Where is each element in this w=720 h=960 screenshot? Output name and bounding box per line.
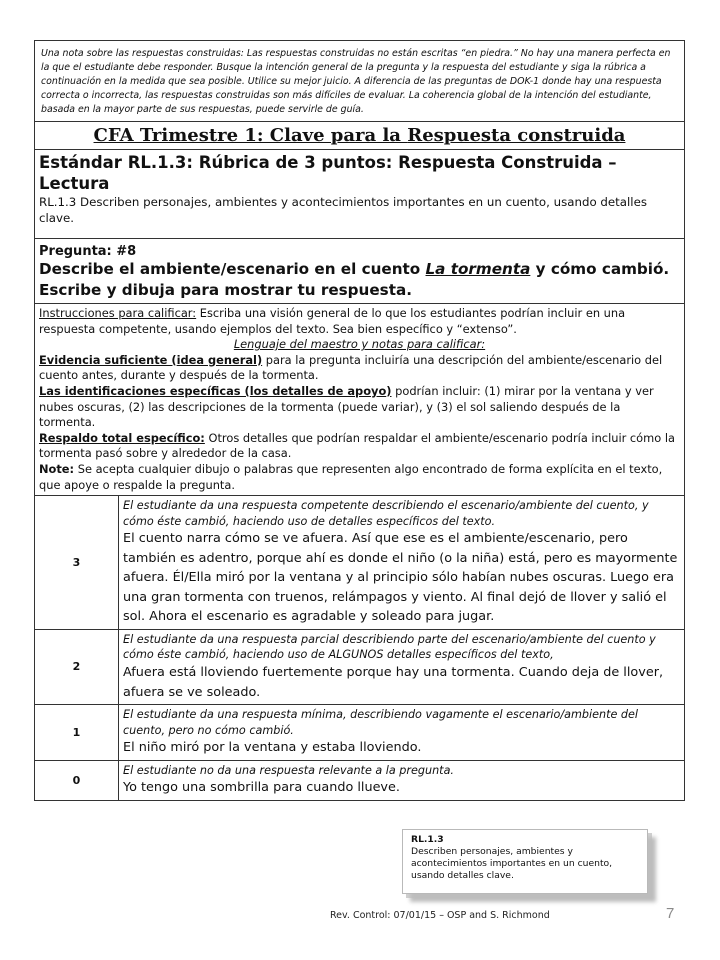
score-row-0 — [35, 760, 685, 800]
callout-text: Describen personajes, ambientes y acontecimientos importantes en un cuento, usando detalles clave. — [411, 846, 613, 881]
score-value: 3 — [35, 496, 119, 630]
support-text: Otros detalles que podrían respaldar el ambiente/escenario podría incluir cómo la tormenta pasó sobre y alrededor de la casa. — [39, 430, 675, 461]
construction-note: Una nota sobre las respuestas construidas: Las respuestas construidas no están escritas “en piedra.” No hay una manera perfecta en la que el estudiante debe responder. Busque la intención general de la pregunta y la respuesta del estudiante y siga la rúbrica a continuación en la medida que sea posible. Utilice su mejor juicio. A diferencia de las preguntas de DOK-1 donde hay una respuesta correcta o incorrecta, las respuestas construidas son más difíciles de evaluar. La coherencia global de la intención del estudiante, basada en la mayor parte de sus respuestas, puede servirle de guía. — [35, 41, 685, 122]
score-row-2 — [35, 629, 685, 704]
evidence-label — [39, 353, 262, 367]
question-cell — [35, 239, 685, 304]
question-text-after: y cómo cambió. Escribe y dibuja para mostrar tu respuesta. — [39, 260, 670, 299]
score-description — [119, 496, 685, 630]
score-criteria: El estudiante da una respuesta competente describiendo el escenario/ambiente del cuento, y cómo éste cambió, haciendo uso de detalles específicos del texto. — [123, 499, 649, 528]
specific-label-text: Las identificaciones específicas ( — [39, 383, 250, 398]
revision-footer: Rev. Control: 07/01/15 – OSP and S. Richmond — [330, 910, 550, 921]
title-row — [35, 122, 685, 150]
standard-heading: Estándar RL.1.3: Rúbrica de 3 puntos: Respuesta Construida – Lectura — [39, 153, 617, 193]
sample-response: El cuento narra cómo se ve afuera. Así que ese es el ambiente/escenario, pero también es adentro, porque ahí es donde el niño (o la niña) está, pero es mayormente afuera. Él/Ella miró por la ventana y al principio sólo habían nubes oscuras. Luego era una gran tormenta con truenos, relámpagos y viento. Al final dejó de llover y salió el sol. Ahora el escenario es agradable y soleado para jugar. — [123, 531, 678, 625]
page-number: 7 — [666, 905, 675, 922]
callout-title: RL.1.3 — [411, 834, 444, 845]
evidence-label-close: ) — [256, 352, 263, 367]
support-label: Respaldo total específico: — [39, 430, 205, 445]
note-row — [35, 41, 685, 122]
instructions-cell — [35, 304, 685, 496]
instructions-label: Instrucciones para calificar: — [39, 306, 197, 320]
instructions-paragraph — [39, 306, 680, 337]
specific-paragraph — [39, 384, 680, 431]
sample-response: Yo tengo una sombrilla para cuando llueve. — [123, 780, 400, 796]
score-criteria: El estudiante da una respuesta mínima, describiendo vagamente el escenario/ambiente del cuento, pero no cómo cambió. — [123, 708, 638, 737]
score-description — [119, 705, 685, 761]
support-paragraph — [39, 431, 680, 462]
standard-description: RL.1.3 Describen personajes, ambientes y acontecimientos importantes en un cuento, usando detalles clave. — [39, 195, 647, 225]
score-row-3 — [35, 496, 685, 630]
score-value: 1 — [35, 705, 119, 761]
score-description — [119, 629, 685, 704]
evidence-text: para la pregunta incluiría una descripción del ambiente/escenario del cuento antes, durante y después de la tormenta. — [39, 352, 663, 383]
title-part1: CFA Trimestre 1: Clave para la — [93, 125, 408, 146]
question-text — [39, 259, 680, 301]
rubric-page — [34, 40, 684, 801]
score-criteria: El estudiante no da una respuesta relevante a la pregunta. — [123, 763, 454, 777]
specific-label-bold: los detalles de apoyo — [249, 383, 387, 398]
specific-label — [39, 384, 392, 398]
question-text-before: Describe el ambiente/escenario en el cuento — [39, 260, 426, 278]
evidence-label-text: Evidencia suficiente ( — [39, 352, 177, 367]
story-title: La tormenta — [425, 260, 531, 278]
specific-label-close: ) — [386, 383, 392, 398]
standard-cell — [35, 150, 685, 239]
rubric-table — [34, 40, 685, 801]
sample-response: Afuera está lloviendo fuertemente porque hay una tormenta. Cuando deja de llover, afuera se ve soleado. — [123, 665, 664, 700]
evidence-label-bold: idea general — [176, 352, 257, 367]
question-row — [35, 239, 685, 304]
document-title — [35, 122, 685, 150]
score-value: 0 — [35, 760, 119, 800]
teacher-notes-heading: Lenguaje del maestro y notas para calificar: — [233, 337, 486, 352]
sample-response: El niño miró por la ventana y estaba lloviendo. — [123, 740, 422, 756]
note-paragraph — [39, 462, 680, 493]
standard-row — [35, 150, 685, 239]
instructions-row — [35, 304, 685, 496]
title-part2: Respuesta construida — [407, 125, 626, 146]
score-value: 2 — [35, 629, 119, 704]
score-row-1 — [35, 705, 685, 761]
score-description — [119, 760, 685, 800]
specific-text: podrían incluir: (1) mirar por la ventana y ver nubes oscuras, (2) las descripciones de la tormenta (puede variar), y (3) el sol saliendo después de la tormenta. — [39, 383, 654, 430]
evidence-paragraph — [39, 353, 680, 384]
score-criteria: El estudiante da una respuesta parcial describiendo parte del escenario/ambiente del cuento y cómo éste cambió, haciendo uso de ALGUNOS detalles específicos del texto, — [123, 632, 656, 662]
instructions-text: Escriba una visión general de lo que los estudiantes podrían incluir en una respuesta competente, usando ejemplos del texto. Sea bien específico y “extenso”. — [39, 306, 626, 336]
question-label: Pregunta: #8 — [39, 244, 137, 259]
note-label: Note: — [39, 461, 75, 476]
standard-callout-box — [402, 829, 648, 894]
note-text: Se acepta cualquier dibujo o palabras que representen algo encontrado de forma explícita en el texto, que apoye o respalde la pregunta. — [39, 461, 663, 492]
